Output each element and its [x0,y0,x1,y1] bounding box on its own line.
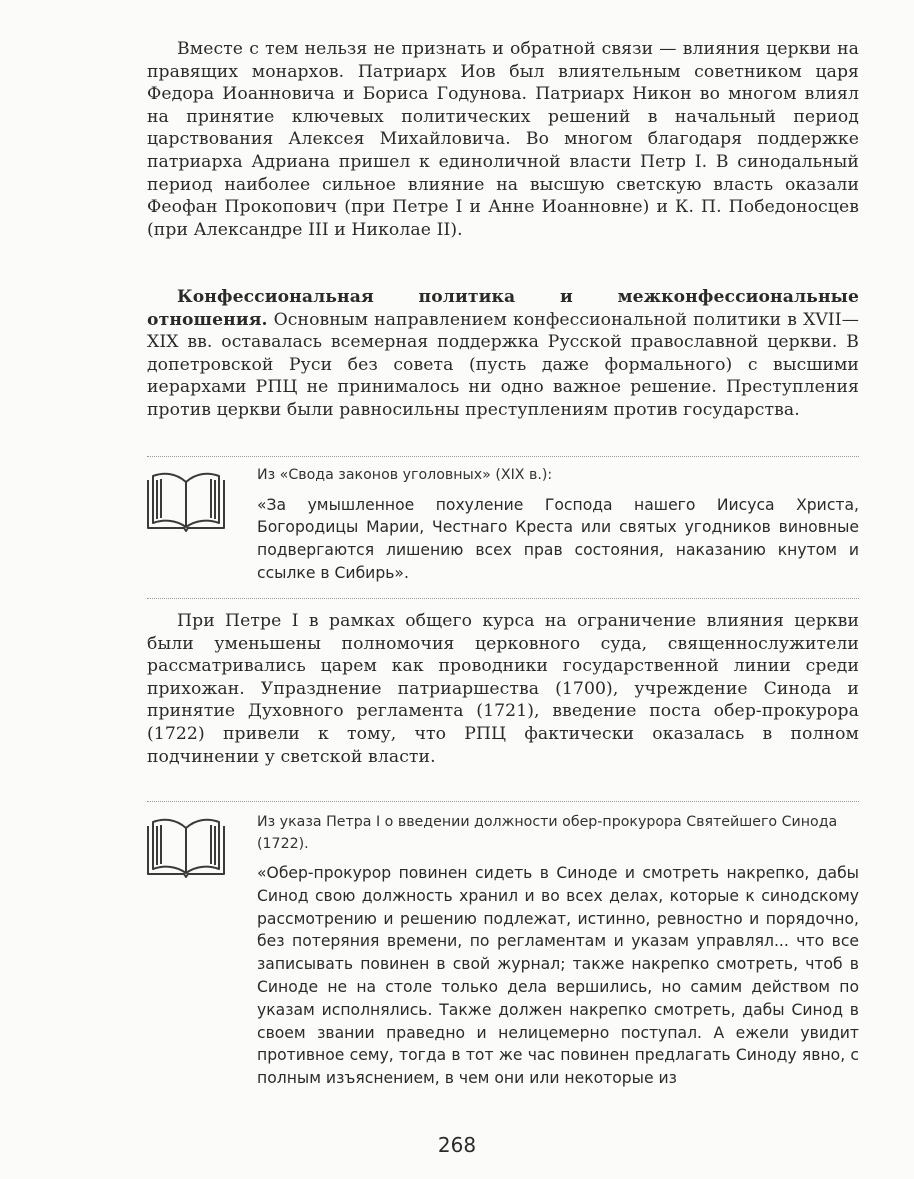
paragraph-confessional-policy [147,286,859,422]
quote-text: «За умышленное похуление Господа нашего Иисуса Христа, Богородицы Марии, Честнаго Креста или святых угодников виновные подвергаются лишению всех прав состояния, наказанию кнутом и ссылке в Сибирь». [257,495,859,582]
quote-source: Из «Свода законов уголовных» (XIX в.): [257,467,553,483]
divider [147,801,859,802]
quote-block-ober-procurator-decree [257,812,859,1090]
quote-text: «Обер-прокурор повинен сидеть в Синоде и смотреть накрепко, дабы Синод свою должность хранил и во всех делах, которые к синодскому рассмотрению и решению подлежат, истинно, ревностно и порядочно, без потеряния времени, по регламентам и указам управлял... что все записывать повинен в свой журнал; также накрепко смотреть, чтоб в Синоде не на столе только дела вершились, но самим действом по указам исполнялись. Также должен накрепко смотреть, дабы Синод в своем звании праведно и нелицемерно поступал. А ежели увидит противное сему, тогда в тот же час повинен предлагать Синоду явно, с полным изъяснением, в чем они или некоторые из [257,864,859,1088]
paragraph-body: Основным направлением конфессиональной политики в XVII—XIX вв. оставалась всемерная поддержка Русской православной церкви. В допетровской Руси без совета (пусть даже формального) с высшими иерархами РПЦ не принималось ни одно важное решение. Преступления против церкви были равносильны преступлениям против государства. [147,309,859,420]
paragraph-church-influence: Вместе с тем нельзя не признать и обратной связи — влияния церкви на правящих монархов. Патриарх Иов был влиятельным советником царя Федора Иоанновича и Бориса Годунова. Патриарх Никон во многом влиял на принятие ключевых политических решений в начальный период царствования Алексея Михайловича. Во многом благодаря поддержке патриарха Адриана пришел к единоличной власти Петр I. В синодальный период наиболее сильное влияние на высшую светскую власть оказали Феофан Прокопович (при Петре I и Анне Иоанновне) и К. П. Победоносцев (при Александре III и Николае II). [147,39,859,240]
divider [147,598,859,599]
section-heading: Конфессиональная политика и межконфессиональные отношения. [147,287,859,330]
open-book-icon [146,468,226,532]
divider [147,456,859,457]
page-number: 268 [437,1133,477,1157]
quote-block-criminal-code [257,465,859,585]
open-book-icon [146,814,226,878]
paragraph-peter-reforms: При Петре I в рамках общего курса на ограничение влияния церкви были уменьшены полномочия церковного суда, священнослужители рассматривались царем как проводники государственной линии среди прихожан. Упразднение патриаршества (1700), учреждение Синода и принятие Духовного регламента (1721), введение поста обер-прокурора (1722) привели к тому, что РПЦ фактически оказалась в полном подчинении у светской власти. [147,611,859,767]
quote-source: Из указа Петра I о введении должности обер-прокурора Святейшего Синода (1722). [257,814,838,852]
